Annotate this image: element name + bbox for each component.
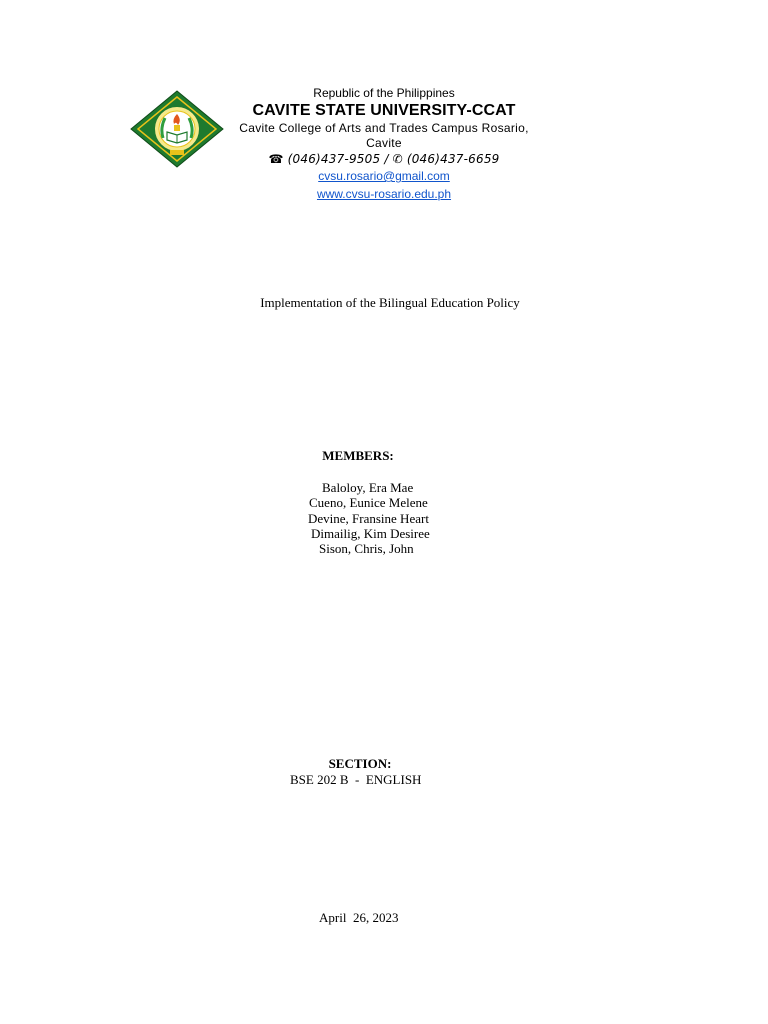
letterhead xyxy=(224,86,544,203)
member-name: Dimailig, Kim Desiree xyxy=(311,526,430,541)
section-heading: SECTION: xyxy=(328,756,392,771)
campus-name-line1: Cavite College of Arts and Trades Campus Rosario, xyxy=(239,121,529,135)
university-seal-logo xyxy=(130,90,224,168)
members-heading: MEMBERS: xyxy=(322,448,394,463)
member-name: Sison, Chris, John xyxy=(319,541,414,556)
document-title: Implementation of the Bilingual Education Policy xyxy=(260,295,520,310)
member-name: Cueno, Eunice Melene xyxy=(309,495,428,510)
republic-line: Republic of the Philippines xyxy=(313,86,455,100)
email-link[interactable]: cvsu.rosario@gmail.com xyxy=(318,169,450,183)
campus-name-line2: Cavite xyxy=(366,136,402,150)
contact-phone-numbers: ☎ (046)437-9505 / ✆ (046)437-6659 xyxy=(268,152,500,166)
member-name: Devine, Fransine Heart xyxy=(308,511,429,526)
section-value: BSE 202 B - ENGLISH xyxy=(290,772,422,787)
website-link[interactable]: www.cvsu-rosario.edu.ph xyxy=(316,187,452,201)
document-date: April 26, 2023 xyxy=(319,910,399,925)
member-name: Baloloy, Era Mae xyxy=(322,480,414,495)
university-name: CAVITE STATE UNIVERSITY-CCAT xyxy=(252,102,516,119)
